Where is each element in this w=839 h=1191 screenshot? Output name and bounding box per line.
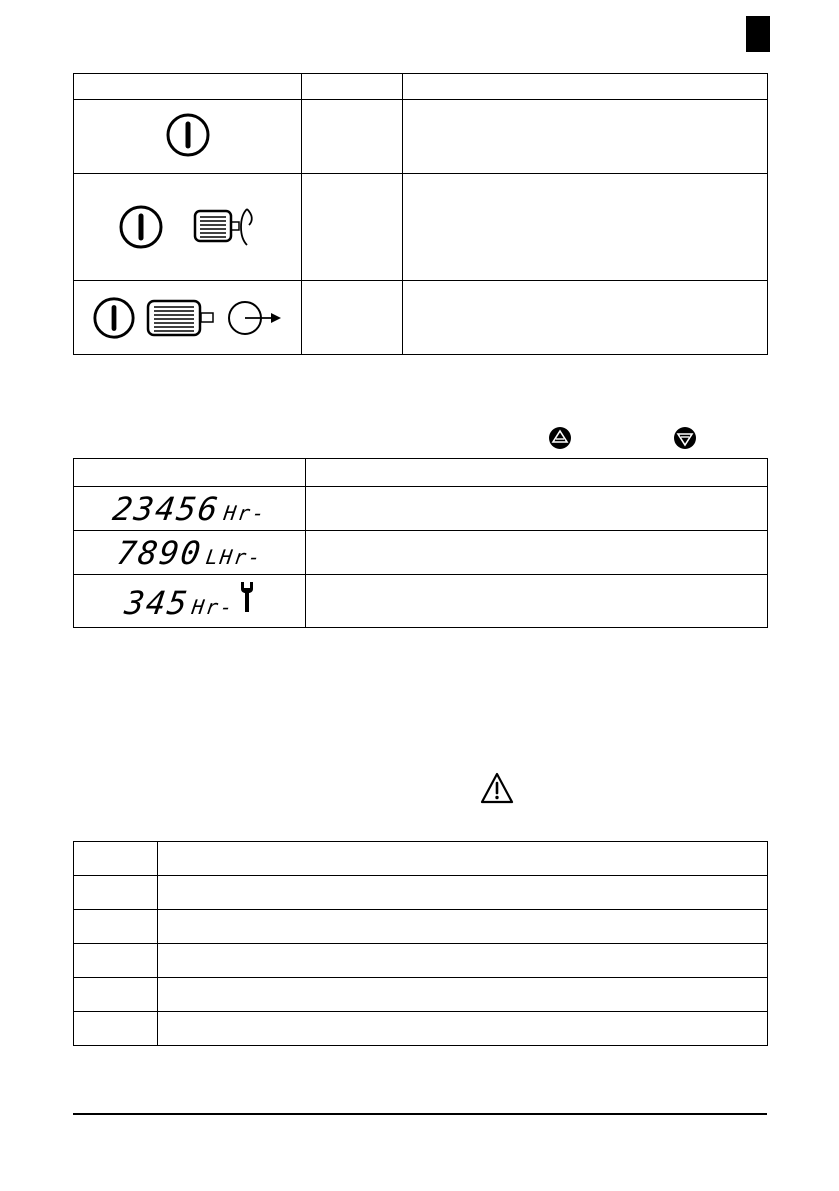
table-cell: [74, 910, 158, 944]
table-cell: [74, 1012, 158, 1046]
table-cell: [403, 100, 768, 174]
table-cell: [158, 978, 768, 1012]
page-number-tab: [746, 16, 770, 52]
table-row: [74, 174, 768, 281]
table-cell: [306, 531, 768, 575]
header-cell: [74, 459, 306, 487]
table-cell: [74, 842, 158, 876]
lcd-display: [121, 580, 255, 622]
table-row: [74, 575, 768, 628]
table-cell: [158, 944, 768, 978]
symbol-cell: [74, 100, 302, 174]
hour-counter-table: [73, 458, 768, 628]
table-cell: [74, 944, 158, 978]
table-row: [74, 100, 768, 174]
lcd-unit: LHr-: [204, 544, 264, 569]
table-cell: [74, 978, 158, 1012]
table-cell: [302, 174, 403, 281]
display-cell: [74, 487, 306, 531]
table-cell: [302, 100, 403, 174]
lcd-unit: Hr-: [190, 595, 237, 619]
table-row: [74, 876, 768, 910]
header-cell: [306, 459, 768, 487]
down-arrow-button-icon: [673, 426, 697, 450]
table-row: [74, 281, 768, 355]
nav-icons-row: [0, 426, 839, 450]
table-cell: [158, 842, 768, 876]
display-cell: [74, 575, 306, 628]
lcd-unit: Hr-: [221, 500, 268, 525]
wrench-icon: [240, 580, 254, 614]
power-icon: [92, 296, 136, 340]
up-arrow-button-icon: [548, 426, 572, 450]
list-table: [73, 841, 768, 1046]
table-row: [74, 944, 768, 978]
table-cell: [158, 1012, 768, 1046]
symbol-cell: [74, 281, 302, 355]
table-cell: [302, 281, 403, 355]
table-row: [74, 1012, 768, 1046]
power-icon: [165, 112, 211, 158]
table-cell: [158, 910, 768, 944]
symbol-table: [73, 73, 768, 355]
lcd-number: 7890: [114, 533, 205, 572]
power-icon: [118, 204, 164, 250]
lcd-number: 345: [121, 584, 191, 622]
table-cell: [306, 575, 768, 628]
table-row: [74, 531, 768, 575]
header-cell: [74, 74, 302, 100]
table-cell: [403, 281, 768, 355]
table-row: [74, 487, 768, 531]
table-row: [74, 910, 768, 944]
header-cell: [403, 74, 768, 100]
lcd-number: 23456: [110, 489, 223, 528]
symbol-cell: [74, 174, 302, 281]
table-cell: [306, 487, 768, 531]
footer-rule: [73, 1113, 767, 1115]
table-cell: [74, 876, 158, 910]
table-row: [74, 978, 768, 1012]
table-cell: [403, 174, 768, 281]
table-row: [74, 842, 768, 876]
lcd-display: [114, 533, 264, 572]
warning-triangle-icon: [480, 772, 514, 804]
motor-icon: [146, 299, 218, 337]
header-cell: [302, 74, 403, 100]
lcd-display: [110, 489, 268, 528]
timer-arrow-icon: [227, 298, 283, 338]
table-header-row: [74, 74, 768, 100]
table-cell: [158, 876, 768, 910]
motor-rotation-icon: [193, 205, 257, 249]
table-header-row: [74, 459, 768, 487]
display-cell: [74, 531, 306, 575]
